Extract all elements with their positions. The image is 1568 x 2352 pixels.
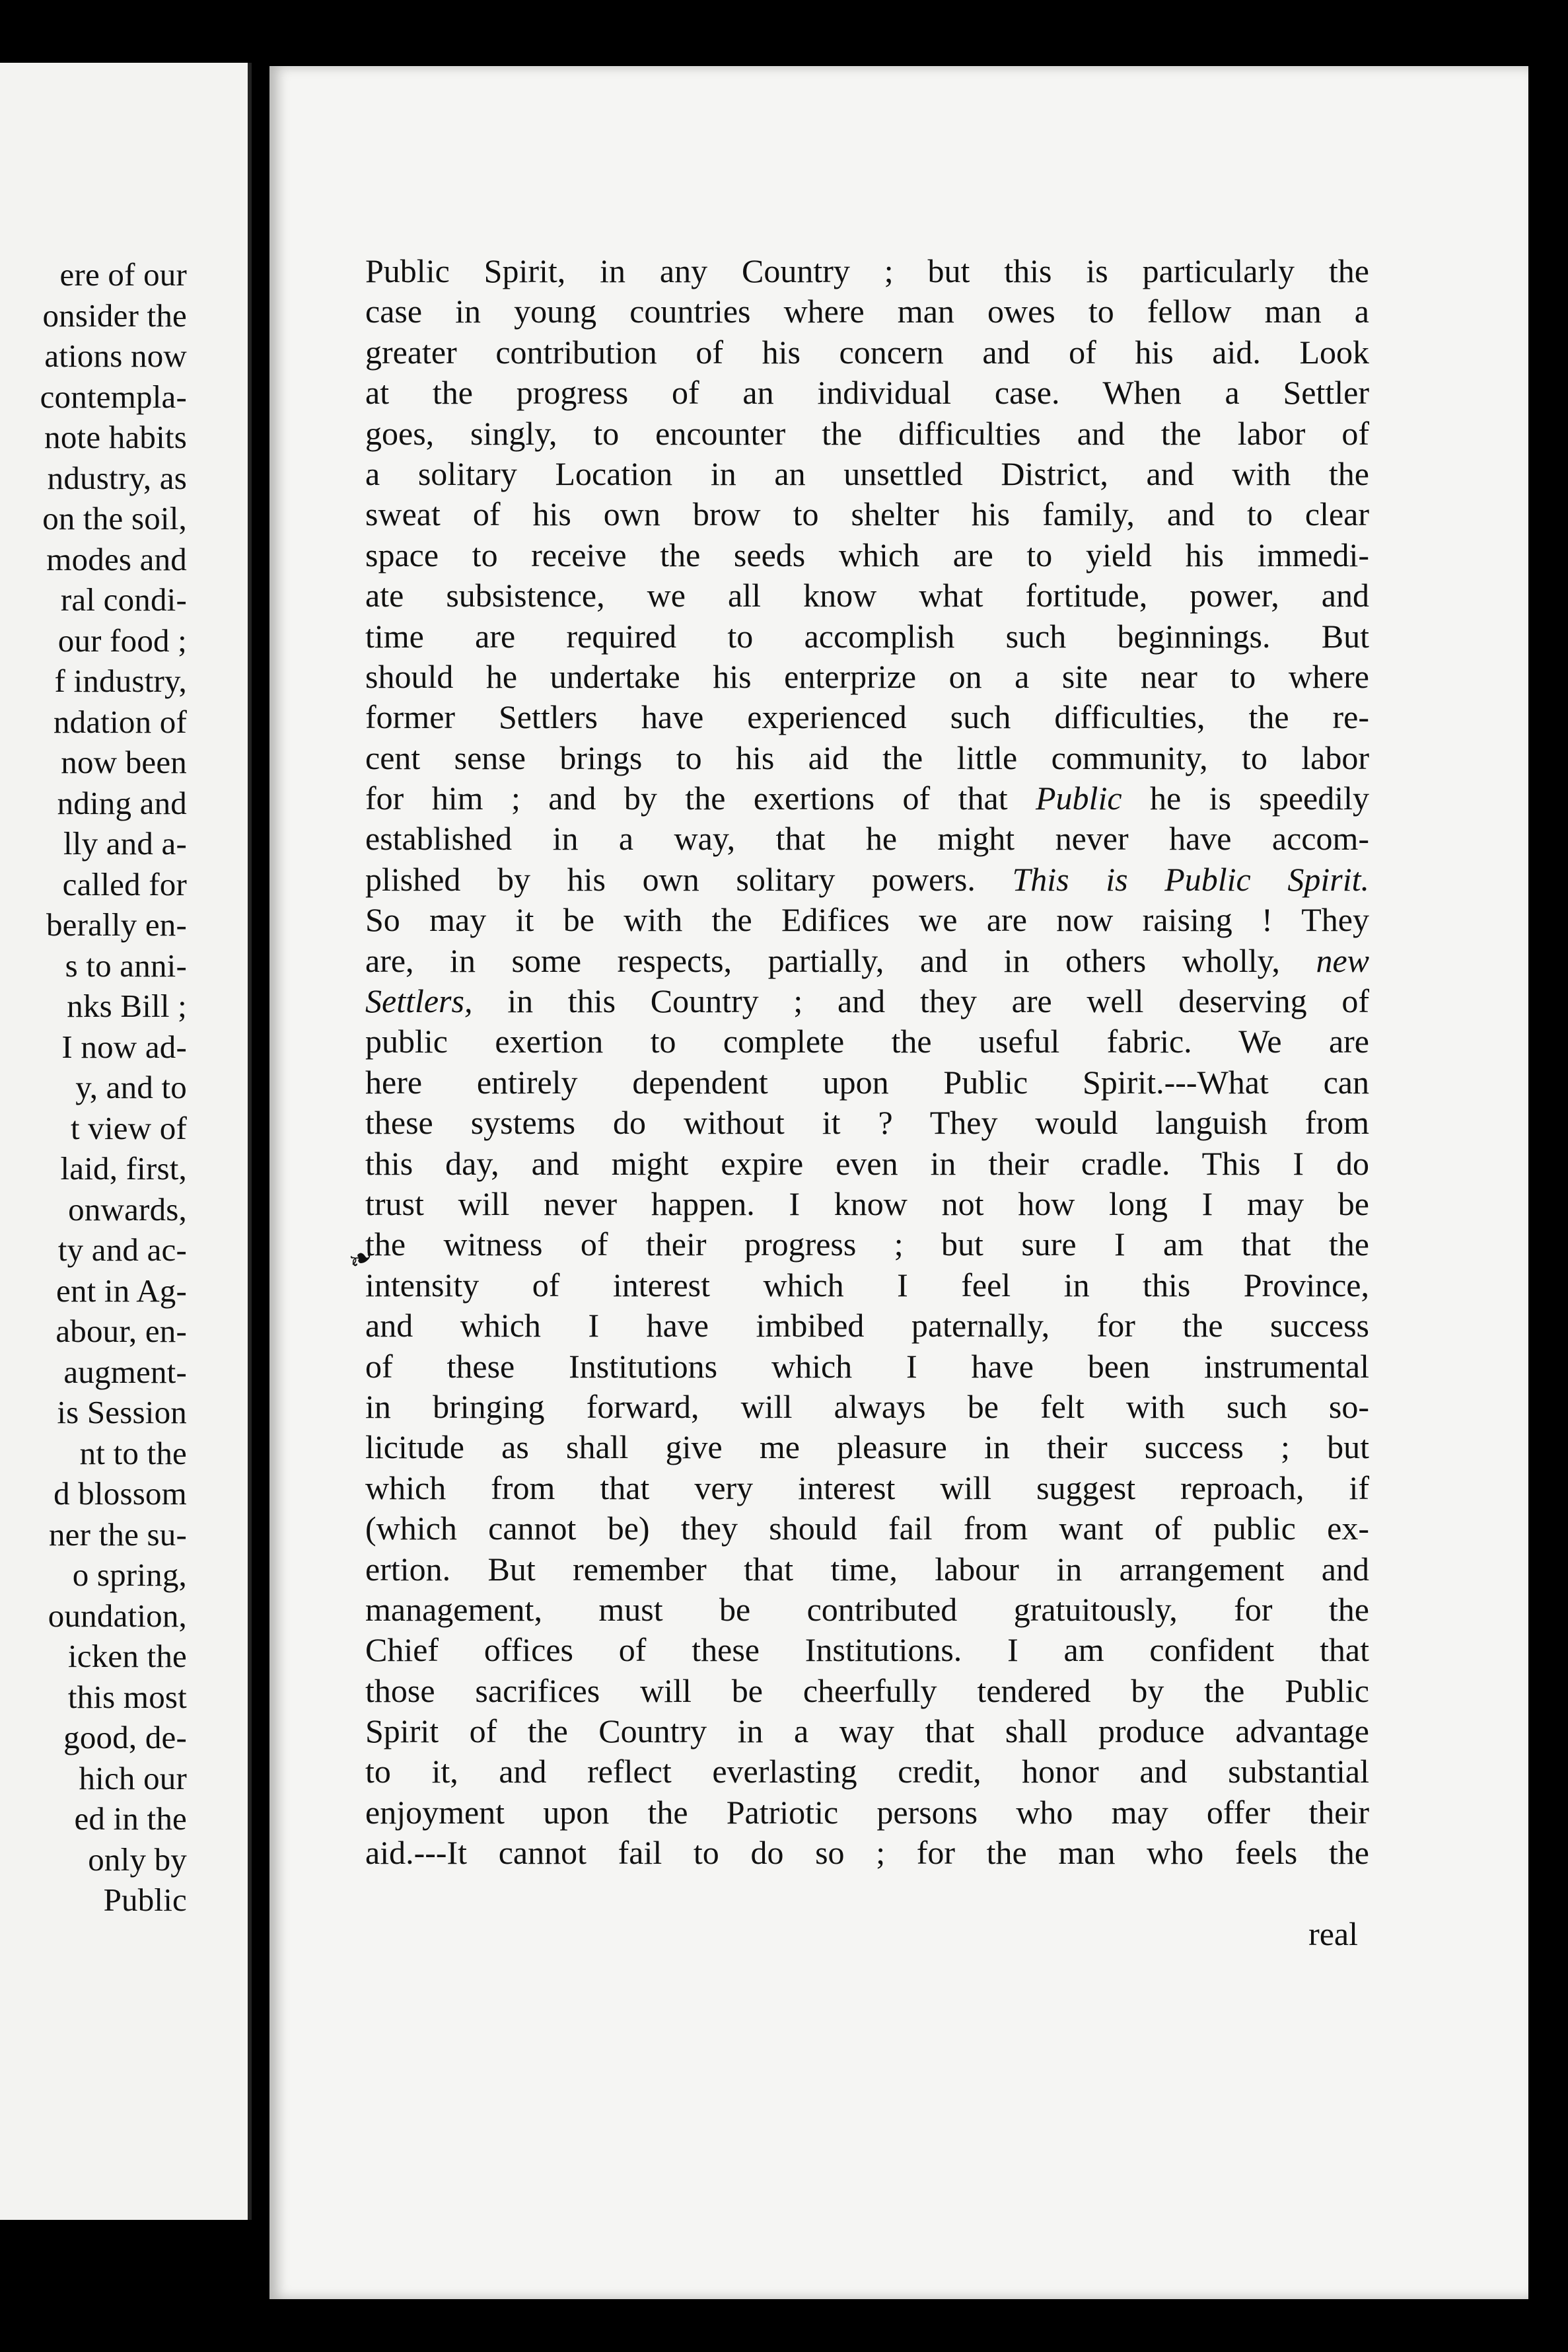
- text-line: greater contribution of his concern and of his aid. Look: [365, 333, 1369, 371]
- text-line: for him ; and by the exertions of that Public he is speedily: [365, 780, 1370, 817]
- text-line: at the progress of an individual case. When a Settler: [365, 374, 1369, 412]
- text-line: in bringing forward, will always be felt with such so-: [365, 1387, 1369, 1425]
- text-line: trust will never happen. I know not how long I may be: [365, 1185, 1369, 1222]
- text-line: Spirit of the Country in a way that shall produce advantage: [365, 1712, 1369, 1750]
- left-page-line: o spring,: [72, 1557, 187, 1593]
- text-line: and which I have imbibed paternally, for the success: [365, 1307, 1369, 1344]
- text-line: cent sense brings to his aid the little community, to labor: [365, 739, 1369, 776]
- left-page-line: s to anni-: [65, 947, 187, 984]
- text-line: Public Spirit, in any Country ; but this is particularly the: [365, 252, 1369, 289]
- left-page-line: onsider the: [42, 297, 187, 334]
- text-line: this day, and might expire even in their cradle. This I do: [365, 1144, 1369, 1182]
- left-page-line: Public: [103, 1882, 187, 1918]
- text-line: Chief offices of these Institutions. I am confident that: [365, 1631, 1369, 1669]
- left-page-line: berally en-: [46, 906, 187, 943]
- left-page-line: good, de-: [63, 1719, 187, 1755]
- left-facing-page: [0, 63, 252, 2220]
- left-page-line: now been: [61, 744, 187, 780]
- text-line: So may it be with the Edifices we are now raising ! They: [365, 901, 1369, 939]
- text-line: case in young countries where man owes to fellow man a: [365, 293, 1369, 330]
- left-page-line: f industry,: [54, 663, 187, 699]
- left-page-line: nks Bill ;: [67, 988, 187, 1024]
- left-page-line: ations now: [44, 338, 187, 374]
- left-page-line: our food ;: [57, 622, 187, 659]
- left-page-line: note habits: [44, 419, 187, 455]
- text-line: established in a way, that he might never have accom-: [365, 820, 1369, 858]
- text-line: time are required to accomplish such beginnings. But: [365, 617, 1369, 655]
- text-line: public exertion to complete the useful fabric. We are: [365, 1023, 1369, 1060]
- text-line: these systems do without it ? They would languish from: [365, 1104, 1369, 1142]
- text-line: to it, and reflect everlasting credit, honor and substantial: [365, 1753, 1369, 1790]
- text-line: the witness of their progress ; but sure I am that the: [365, 1226, 1369, 1263]
- left-page-line: lly and a-: [63, 825, 187, 862]
- left-page-line: abour, en-: [55, 1313, 187, 1349]
- left-page-line: ent in Ag-: [56, 1272, 187, 1309]
- left-page-line: ndation of: [53, 703, 187, 740]
- text-line: those sacrifices will be cheerfully tendered by the Public: [365, 1672, 1369, 1709]
- left-page-line: hich our: [79, 1759, 187, 1796]
- catchword: real: [1308, 1915, 1358, 1952]
- left-page-line: ere of our: [59, 256, 187, 293]
- text-line: former Settlers have experienced such difficulties, the re-: [365, 698, 1369, 736]
- text-line: plished by his own solitary powers. This is Public Spirit.: [365, 860, 1369, 898]
- left-page-line: onwards,: [68, 1191, 187, 1228]
- text-line: (which cannot be) they should fail from want of public ex-: [365, 1510, 1369, 1547]
- text-line: goes, singly, to encounter the difficulties and the labor of: [365, 414, 1369, 452]
- text-line: a solitary Location in an unsettled District, and with the: [365, 455, 1369, 492]
- left-page-line: nding and: [57, 784, 187, 821]
- left-page-line: is Session: [57, 1394, 187, 1430]
- text-line: ate subsistence, we all know what fortitude, power, and: [365, 577, 1369, 614]
- text-line: aid.---It cannot fail to do so ; for the man who feels the: [365, 1834, 1369, 1872]
- left-page-line: only by: [88, 1841, 187, 1878]
- text-line: ertion. But remember that time, labour in arrangement and: [365, 1550, 1369, 1588]
- left-page-line: ndustry, as: [47, 459, 187, 496]
- left-page-line: this most: [67, 1678, 187, 1715]
- left-page-line: icken the: [67, 1638, 187, 1674]
- text-line: here entirely dependent upon Public Spirit.---What can: [365, 1063, 1369, 1101]
- text-line: licitude as shall give me pleasure in their success ; but: [365, 1428, 1369, 1466]
- left-page-line: nt to the: [79, 1434, 187, 1471]
- left-page-line: oundation,: [48, 1597, 187, 1634]
- left-page-text: [0, 254, 248, 1921]
- left-page-line: ed in the: [74, 1800, 187, 1837]
- text-line: space to receive the seeds which are to yield his immedi-: [365, 536, 1369, 573]
- page-gutter: [252, 63, 264, 2220]
- text-line: enjoyment upon the Patriotic persons who may offer their: [365, 1793, 1369, 1831]
- left-page-line: ty and ac-: [57, 1231, 187, 1268]
- left-page-line: augment-: [63, 1353, 187, 1390]
- left-page-line: d blossom: [53, 1475, 187, 1512]
- left-page-line: y, and to: [75, 1069, 187, 1105]
- text-line: of these Institutions which I have been instrumental: [365, 1347, 1369, 1385]
- text-line: Settlers, in this Country ; and they are well deserving of: [365, 982, 1369, 1020]
- text-line: should he undertake his enterprize on a site near to where: [365, 657, 1369, 695]
- text-line: management, must be contributed gratuitously, for the: [365, 1590, 1369, 1628]
- left-page-line: I now ad-: [61, 1028, 187, 1065]
- text-line: which from that very interest will suggest reproach, if: [365, 1469, 1369, 1506]
- right-page-text: [365, 251, 1369, 1874]
- left-page-line: on the soil,: [42, 500, 187, 536]
- margin-pointer-icon: ❧: [343, 1239, 379, 1279]
- left-page-line: modes and: [46, 540, 187, 577]
- left-page-line: ral condi-: [60, 581, 187, 618]
- text-line: sweat of his own brow to shelter his family, and to clear: [365, 496, 1369, 533]
- right-main-page: [269, 66, 1528, 2299]
- left-page-line: called for: [62, 865, 187, 902]
- text-line: intensity of interest which I feel in this Province,: [365, 1266, 1369, 1304]
- left-page-line: t view of: [71, 1109, 187, 1146]
- left-page-line: laid, first,: [60, 1150, 187, 1187]
- left-page-line: ner the su-: [48, 1516, 187, 1553]
- text-line: are, in some respects, partially, and in others wholly, new: [365, 941, 1369, 979]
- left-page-line: contempla-: [40, 378, 187, 415]
